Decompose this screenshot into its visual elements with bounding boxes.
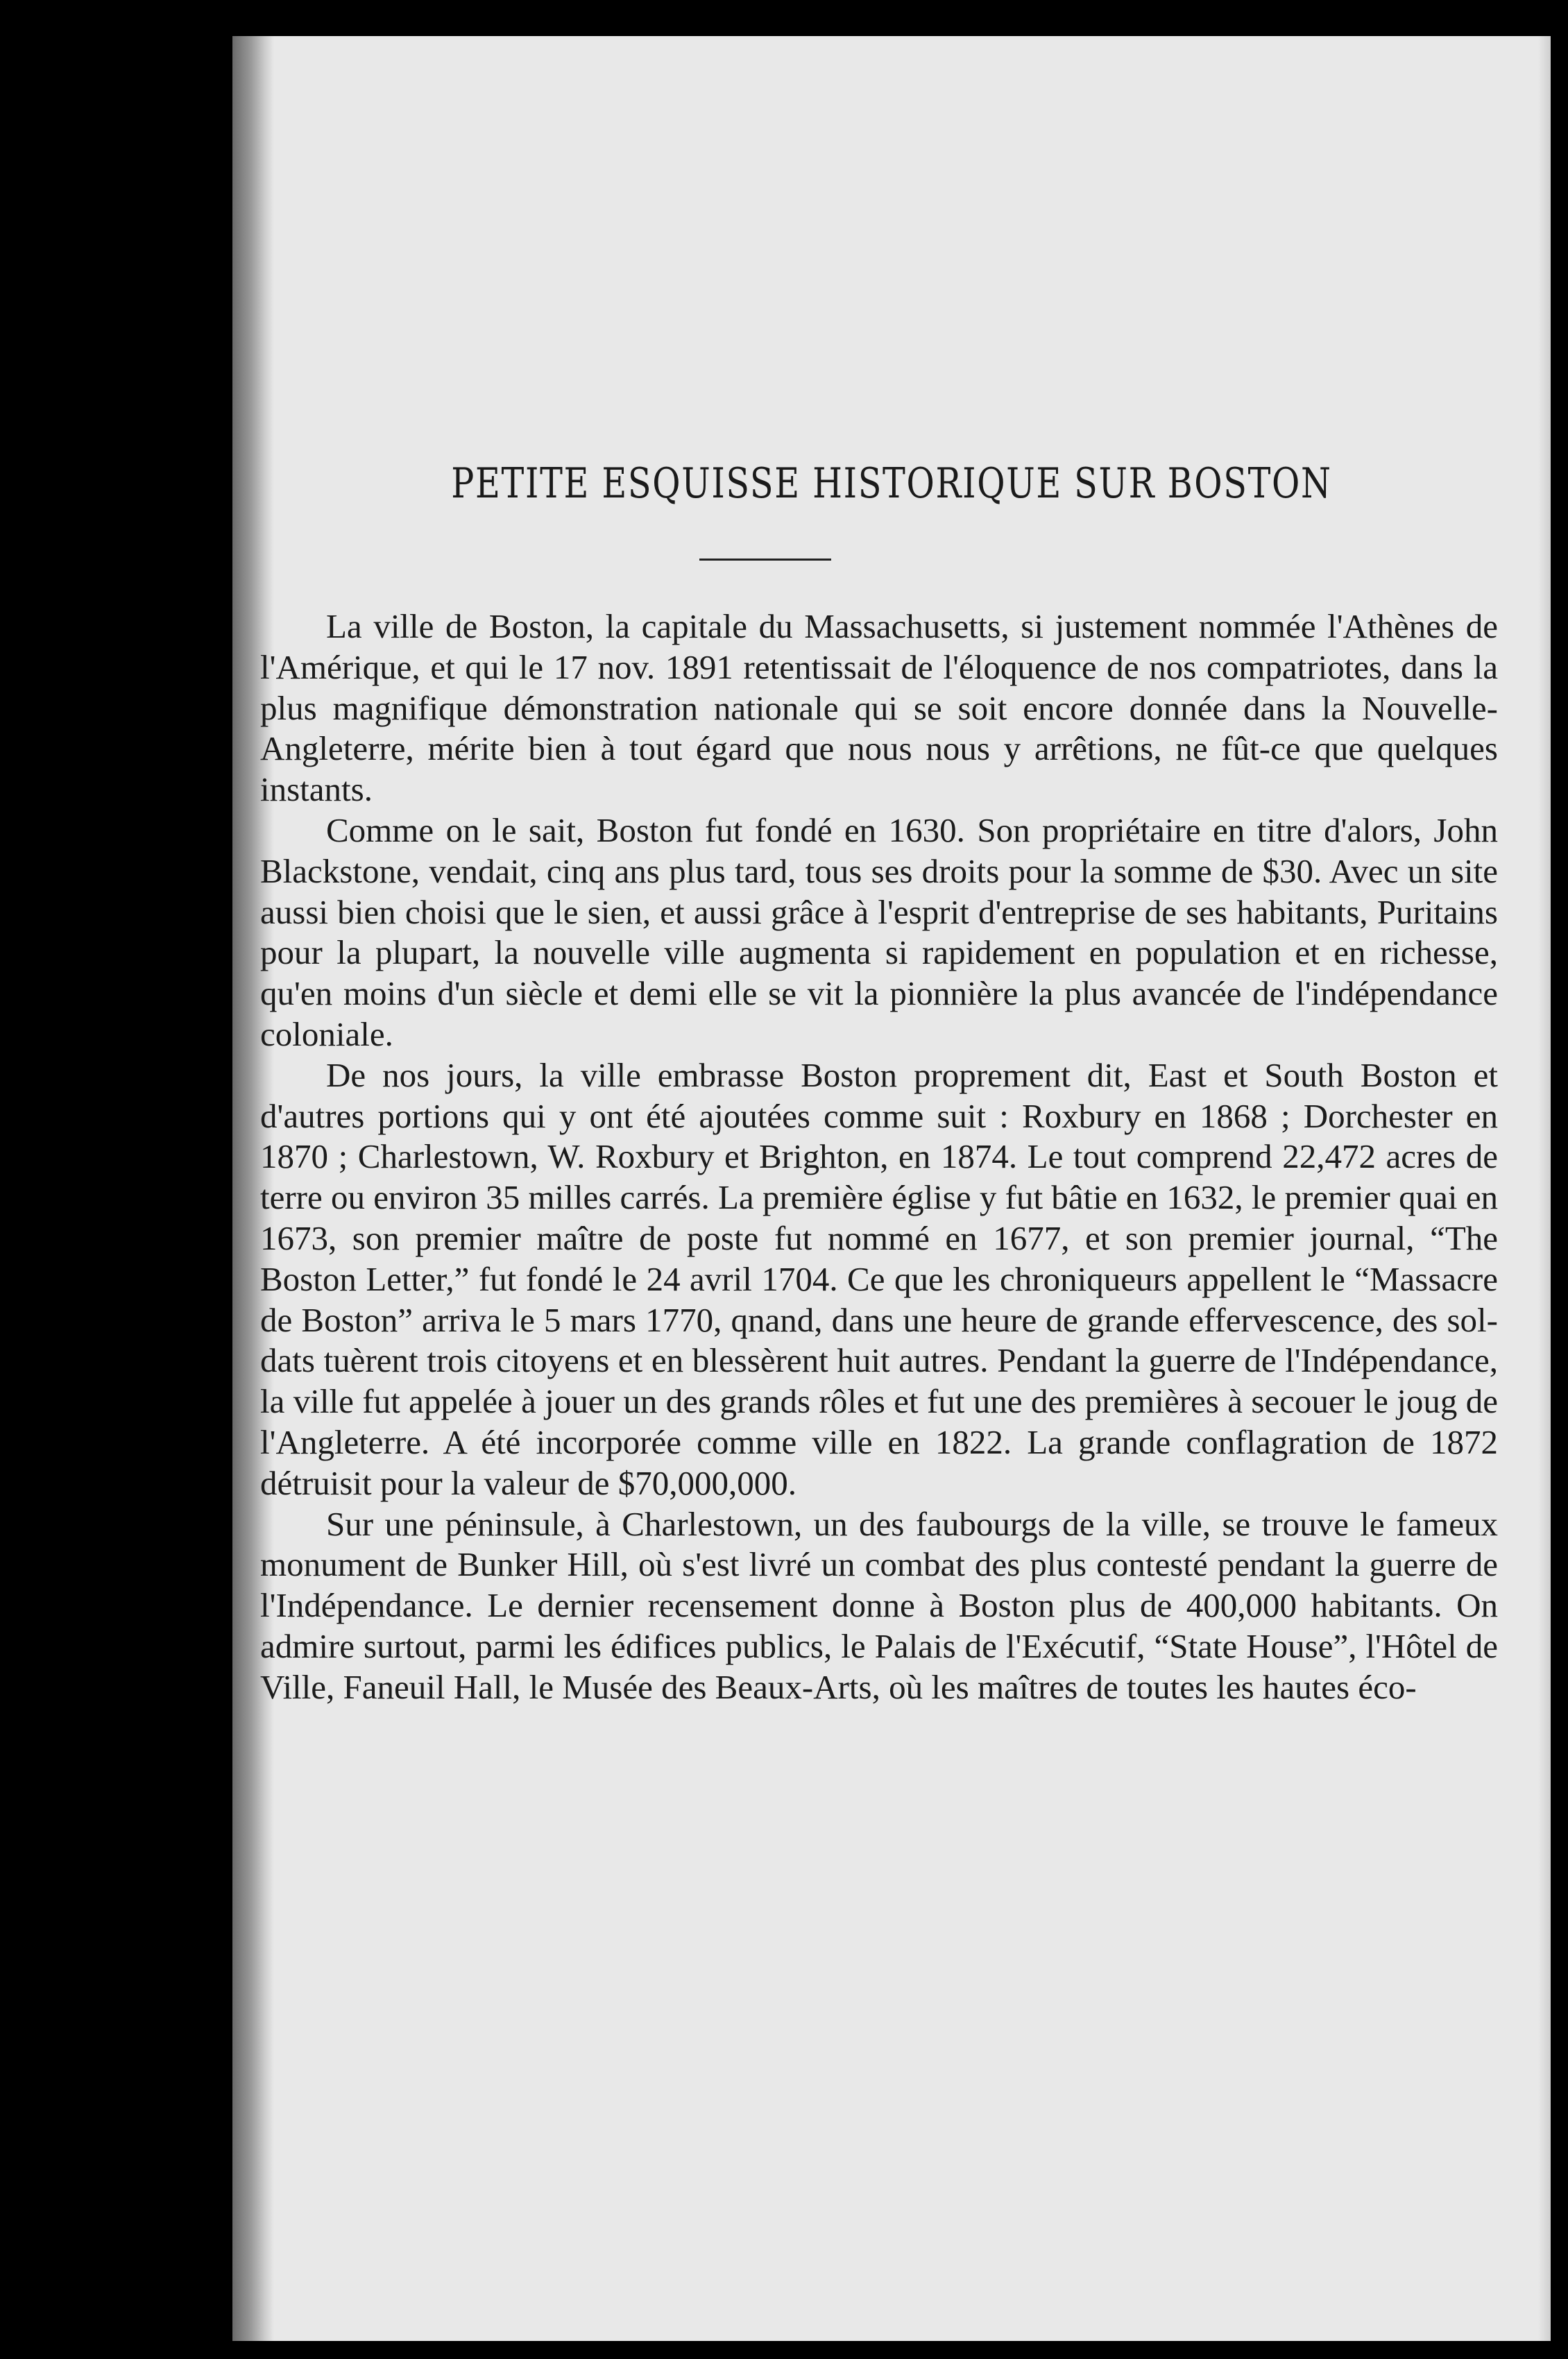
page-edge xyxy=(1538,36,1551,2341)
paragraph-1: La ville de Boston, la capitale du Massachusetts, si justement nommée l'Athènes de l'Amérique, et qui le 17 nov. 1891 retentissait de l'éloquence de nos compatriotes, dans la plus magnifique démonstration nationale qui se soit encore donnée dans la Nouvelle-Angleterre, mérite bien à tout égard que nous nous y arrêtions, ne fût-ce que quelques instants. xyxy=(260,607,1498,809)
paragraph-2: Comme on le sait, Boston fut fondé en 1630. Son propriétaire en titre d'alors, John Blackstone, vendait, cinq ans plus tard, tous ses droits pour la somme de $30. Avec un site aussi bien choisi que le sien, et aussi grâce à l'esprit d'entreprise de ses habitants, Puritains pour la plupart, la nouvelle ville augmenta si rapidement en population et en richesse, qu'en moins d'un siècle et demi elle se vit la pionnière la plus avancée de l'indépendance coloniale. xyxy=(260,810,1498,1053)
body-text xyxy=(260,606,1498,1708)
paragraph-4: Sur une péninsule, à Charlestown, un des faubourgs de la ville, se trouve le fameux monument de Bunker Hill, où s'est livré un combat des plus contesté pendant la guerre de l'Indépendance. Le dernier recensement donne à Boston plus de 400,000 habitants. On admire surtout, parmi les édifices publics, le Palais de l'Exécutif, “State House”, l'Hôtel de Ville, Faneuil Hall, le Musée des Beaux-Arts, où les maîtres de toutes les hautes éco- xyxy=(260,1504,1498,1706)
paragraph-3: De nos jours, la ville embrasse Boston proprement dit, East et South Boston et d'autres portions qui y ont été ajoutées comme suit : Roxbury en 1868 ; Dorchester en 1870 ; Charlestown, W. Roxbury et Brighton, en 1874. Le tout comprend 22,472 acres de terre ou environ 35 milles carrés. La première église y fut bâtie en 1632, le premier quai en 1673, son premier maître de poste fut nommé en 1677, et son premier journal, “The Boston Letter,” fut fondé le 24 avril 1704. Ce que les chroniqueurs appellent le “Massacre de Boston” arriva le 5 mars 1770, qnand, dans une heure de grande effervescence, des soldats tuèrent trois citoyens et en blessèrent huit autres. Pendant la guerre de l'Indépendance, la ville fut appelée à jouer un des grands rôles et fut une des premières à secouer le joug de l'Angleterre. A été incorporée comme ville en 1822. La grande conflagration de 1872 détruisit pour la valeur de $70,000,000. xyxy=(260,1055,1498,1502)
book-page xyxy=(232,36,1551,2341)
page-title: PETITE ESQUISSE HISTORIQUE SUR BOSTON xyxy=(451,459,1332,508)
title-rule xyxy=(699,559,831,561)
